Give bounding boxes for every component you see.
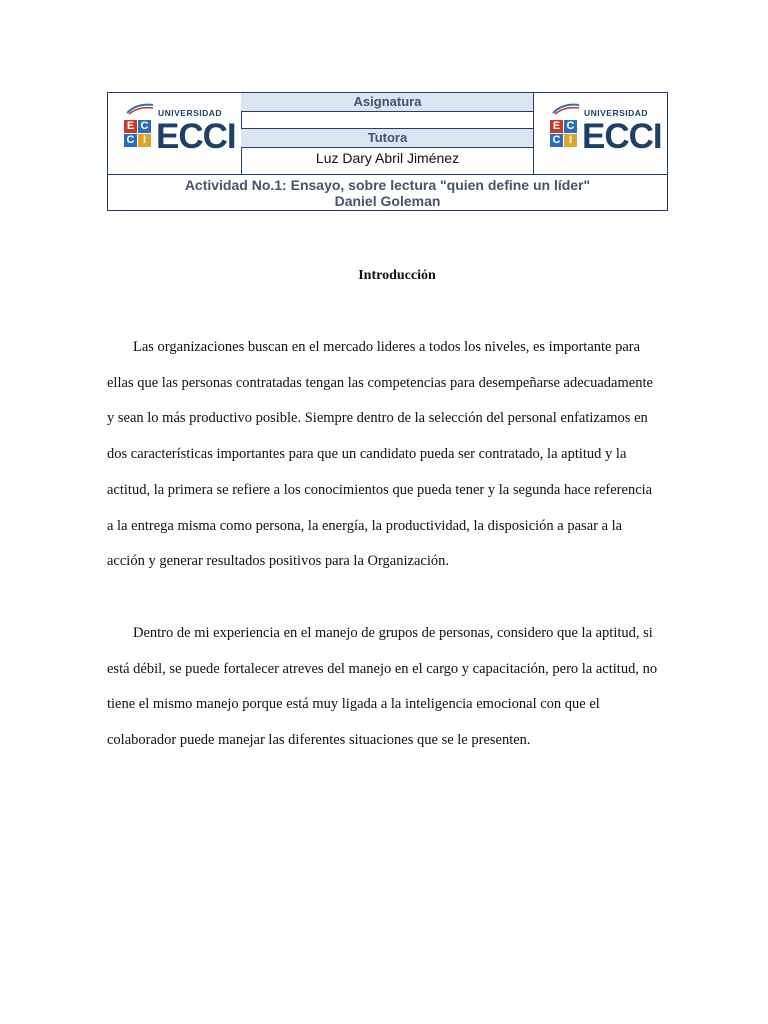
section-title: Introducción — [358, 268, 436, 283]
logo-block-i: I — [564, 134, 577, 147]
logo-block-c1: C — [138, 120, 151, 133]
logo-block-c1: C — [564, 120, 577, 133]
paragraph-2-container — [107, 616, 662, 759]
logo-ecci-text: ECCI — [156, 117, 236, 156]
logo-block-c2: C — [124, 134, 137, 147]
logo-block-e: E — [550, 120, 563, 133]
logo-block-e: E — [124, 120, 137, 133]
ecci-logo-left — [123, 103, 236, 161]
logo-university-text: UNIVERSIDAD — [584, 108, 649, 118]
tutora-label: Tutora — [241, 129, 534, 148]
activity-title-line2: Daniel Goleman — [334, 193, 441, 209]
logo-swoosh-icon — [551, 103, 581, 115]
tutora-name: Luz Dary Abril Jiménez — [315, 150, 460, 166]
logo-university-text: UNIVERSIDAD — [158, 108, 223, 118]
logo-swoosh-icon — [125, 103, 155, 115]
logo-block-c2: C — [550, 134, 563, 147]
ecci-logo-right — [549, 103, 662, 161]
logo-ecci-text: ECCI — [582, 117, 662, 156]
logo-cell-right — [533, 93, 667, 174]
asignatura-label: Asignatura — [241, 93, 534, 112]
paragraph: Las organizaciones buscan en el mercado lideres a todos los niveles, es importante para ellas que las personas contratadas tengan las competencias para desempeñarse adecuadamente y sean lo más productivo posible. Siempre dentro de la selección del personal enfatizamos en dos características importantes para que un candidato pueda ser contratado, la aptitud y la actitud, la primera se refiere a los conocimientos que pueda tener y la segunda hace referencia a la entrega misma como persona, la energía, la productividad, la disposición a pasar a la acción y generar resultados positivos para la Organización. — [107, 339, 653, 570]
activity-title-row — [108, 174, 667, 210]
header-center-column — [241, 93, 534, 174]
logo-block-i: I — [138, 134, 151, 147]
paragraph: Dentro de mi experiencia en el manejo de grupos de personas, considero que la aptitud, si está débil, se puede fortalecer atreves del manejo en el cargo y capacitación, pero la actitud, no tiene el mismo manejo porque está muy ligada a la inteligencia emocional con que el colaborador puede manejar las diferentes situaciones que se le presenten. — [107, 625, 658, 749]
asignatura-value-empty — [241, 112, 534, 129]
paragraph-1-container — [107, 330, 662, 580]
document-header-table — [107, 92, 668, 211]
logo-cell-left — [108, 93, 242, 174]
activity-title-line1: Actividad No.1: Ensayo, sobre lectura "quien define un líder" — [184, 177, 591, 193]
